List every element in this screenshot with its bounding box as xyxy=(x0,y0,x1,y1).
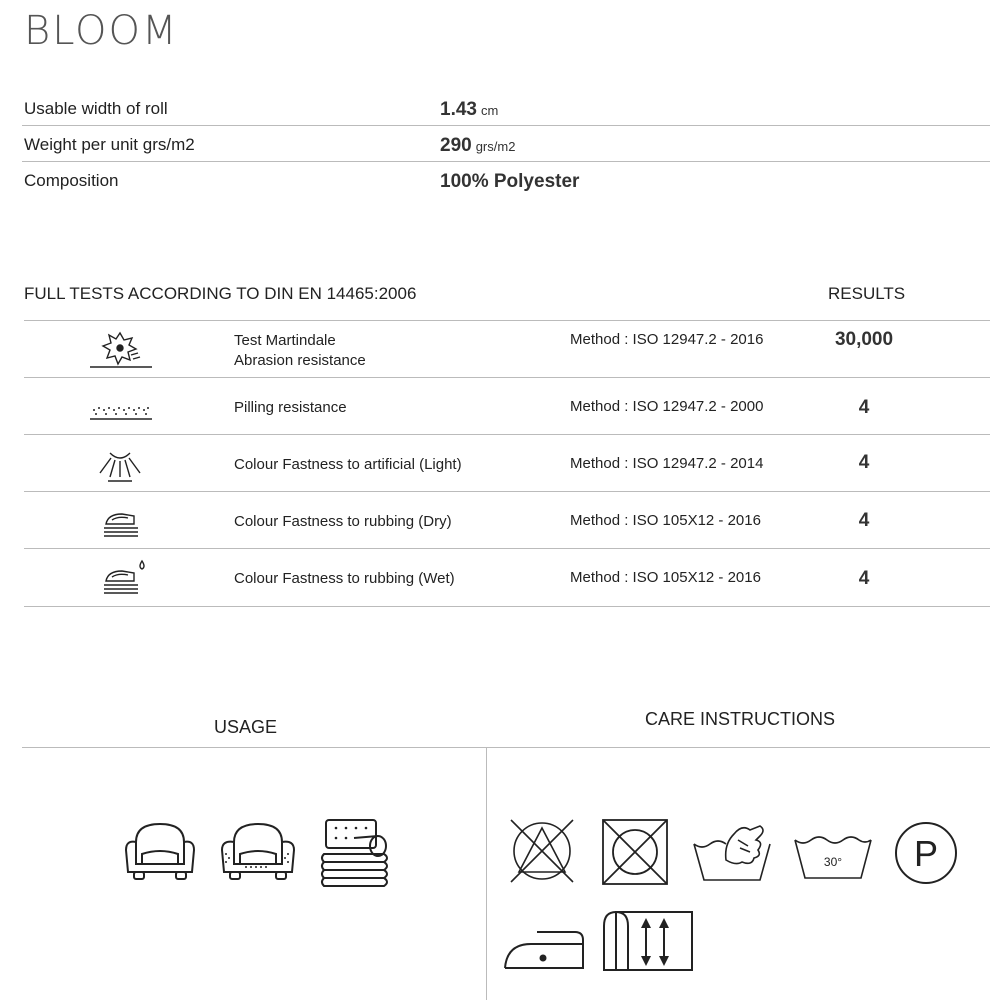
roll-storage-icon xyxy=(602,908,694,972)
rubbing-wet-icon xyxy=(82,557,158,599)
armchair-heavy-icon xyxy=(218,820,298,886)
do-not-bleach-icon xyxy=(507,816,577,886)
wash-30-icon xyxy=(793,832,873,882)
spec-value: 100% Polyester xyxy=(440,171,580,192)
test-name: Pilling resistance xyxy=(234,399,347,416)
test-name: Colour Fastness to rubbing (Wet) xyxy=(234,570,455,587)
test-row xyxy=(24,491,990,549)
test-name: Colour Fastness to artificial (Light) xyxy=(234,456,462,473)
wash-temperature: 30° xyxy=(823,855,843,869)
spec-value: 290 grs/m2 xyxy=(440,135,516,156)
spec-label: Composition xyxy=(24,171,119,190)
do-not-tumble-dry-icon xyxy=(601,818,669,886)
spec-row-composition xyxy=(22,161,990,197)
test-method: Method : ISO 105X12 - 2016 xyxy=(570,512,761,529)
test-result: 30,000 xyxy=(834,329,894,350)
test-method: Method : ISO 105X12 - 2016 xyxy=(570,569,761,586)
results-heading: RESULTS xyxy=(828,284,906,303)
dry-clean-letter: P xyxy=(913,833,939,874)
hand-wash-icon xyxy=(690,820,774,884)
test-method: Method : ISO 12947.2 - 2000 xyxy=(570,398,764,415)
section-divider xyxy=(22,747,990,748)
spec-label: Usable width of roll xyxy=(24,99,168,118)
test-row xyxy=(24,377,990,435)
usage-heading: USAGE xyxy=(214,717,278,737)
abrasion-icon xyxy=(82,329,158,371)
product-title: BLOOM xyxy=(24,8,179,54)
column-divider xyxy=(486,748,487,1000)
test-result: 4 xyxy=(858,397,870,418)
test-name: Test Martindale Abrasion resistance xyxy=(234,332,366,369)
spec-label: Weight per unit grs/m2 xyxy=(24,135,195,154)
spec-value: 1.43 cm xyxy=(440,99,499,120)
test-row xyxy=(24,434,990,492)
test-method: Method : ISO 12947.2 - 2016 xyxy=(570,331,764,348)
spec-row-width xyxy=(22,89,990,126)
test-row xyxy=(24,548,990,607)
care-heading: CARE INSTRUCTIONS xyxy=(645,709,836,729)
armchair-icon xyxy=(122,820,198,886)
test-row xyxy=(24,320,990,378)
cushions-icon xyxy=(320,818,392,888)
tests-heading: FULL TESTS ACCORDING TO DIN EN 14465:2006 xyxy=(24,284,417,303)
light-fastness-icon xyxy=(82,443,158,485)
spec-row-weight xyxy=(22,125,990,162)
iron-low-icon xyxy=(501,922,585,972)
test-method: Method : ISO 12947.2 - 2014 xyxy=(570,455,764,472)
test-result: 4 xyxy=(858,510,870,531)
test-result: 4 xyxy=(858,452,870,473)
pilling-icon xyxy=(82,386,158,428)
rubbing-dry-icon xyxy=(82,500,158,542)
dry-clean-p-icon xyxy=(893,820,959,886)
test-result: 4 xyxy=(858,568,870,589)
test-name: Colour Fastness to rubbing (Dry) xyxy=(234,513,452,530)
